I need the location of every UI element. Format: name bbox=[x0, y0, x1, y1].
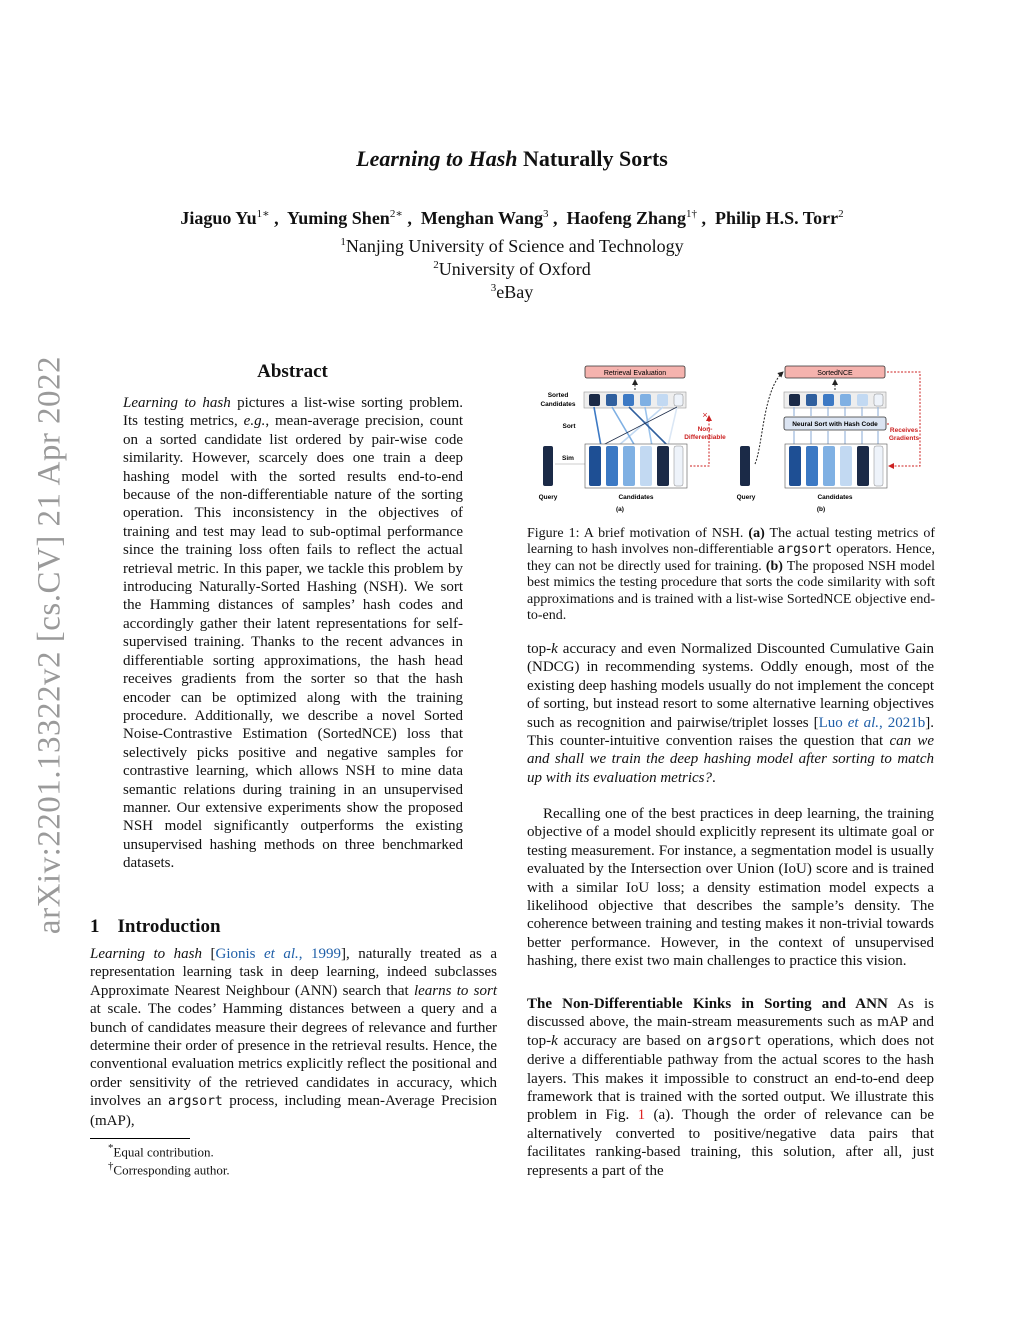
panel-a-label: (a) bbox=[616, 506, 624, 513]
candidate-code bbox=[657, 446, 669, 486]
query-label: Query bbox=[736, 494, 756, 501]
gradients-label: Gradients bbox=[888, 435, 920, 442]
author: Jiaguo $Yu^{1∗}$ bbox=[180, 208, 270, 228]
author-list: Jiaguo $Yu^{1∗}$ , Yuming Shen$^{2∗}$ , Menghan Wang$^3$ , Haofeng Zhang$^{1\dagger}$ , Philip H.S. Torr$^2$ bbox=[180, 208, 844, 228]
introduction-body: Learning to hash [Gionis et al., 1999], naturally treated as a representation learning task in deep learning, indeed subclasses Approximate Nearest Neighbour (ANN) search that learns to sort at scale. The codes’ Hamming distances between a query and a bunch of candidates measure their degrees of relevance and further determine their order of presence in the retrieval results. Hence, the conventional evaluation metrics explicitly reflect the positional and order sensitivity of the retrieved candidates in accuracy, which involves an argsort process, including mean-Average Precision (mAP), bbox=[90, 946, 498, 1129]
affiliation: $^2$University of Oxford bbox=[433, 259, 591, 279]
arxiv-identifier: arXiv:2201.13322v2 [cs.CV] 21 Apr 2022 bbox=[31, 355, 68, 935]
candidate-code bbox=[674, 446, 683, 486]
right-column-paragraph-2: Recalling one of the best practices in deep learning, the training objective of a model should explicitly represent its ultimate goal or testing measurement. For instance, a segmentation model is usually evaluated by the Intersection over Union (IoU) score and is trained with a similar IoU loss; a density estimation model expects a likelihood objective that describes the sample’s density. The coherence between training and testing makes it non-trivial towards better performance. However, in the context of unsupervised hashing, there exist two main challenges to practice this vision. bbox=[527, 806, 934, 970]
retrieval-evaluation-label: Retrieval Evaluation bbox=[603, 370, 667, 377]
citation-link[interactable]: Luo et al., 2021b bbox=[818, 714, 926, 731]
non-label: Non- bbox=[697, 426, 713, 433]
author: Philip H.S. Torr$^2$ bbox=[715, 208, 844, 228]
sortednce-label: SortedNCE bbox=[817, 370, 853, 377]
right-column-paragraph-1: top-k accuracy and even Normalized Discounted Cumulative Gain (NDCG) in recommending systems. Oddly enough, most of the existing deep hashing models usually do not implement the concept of sorting, but instead resort to some alternative learning objectives such as recognition and pairwise/triplet losses [Luo et al., 2021b]. This counter-intuitive convention raises the question that can we and shall we train the deep hashing model after sorting to match up with its evaluation metrics?. bbox=[527, 641, 935, 786]
query-label: Query bbox=[538, 494, 558, 501]
abstract-heading: Abstract bbox=[257, 361, 328, 382]
receives-label: Receives bbox=[889, 427, 919, 434]
panel-b-label: (b) bbox=[816, 506, 826, 513]
paper-title: Learning to Hash Naturally Sorts bbox=[356, 146, 668, 171]
sorted-candidates-label: Candidates bbox=[540, 401, 576, 408]
footnote: †Corresponding author. bbox=[108, 1160, 230, 1178]
citation-link[interactable]: Gionis et al., 1999 bbox=[215, 946, 341, 962]
sorted-candidate bbox=[589, 394, 600, 406]
author: Haofeng Zhang$^{1\dagger}$ bbox=[566, 208, 698, 228]
footnote: *Equal contribution. bbox=[108, 1142, 214, 1160]
candidate-code bbox=[623, 446, 635, 486]
affiliation: $^3$eBay bbox=[490, 282, 534, 302]
x-mark: × bbox=[702, 410, 708, 420]
differentiable-label: Differentiable bbox=[684, 434, 726, 441]
sorted-candidate bbox=[640, 394, 651, 406]
candidates-label: Candidates bbox=[618, 494, 654, 501]
sorted-candidate bbox=[606, 394, 617, 406]
author: Yuming Shen$^{2∗}$ bbox=[286, 208, 403, 228]
affiliation: $^1$Nanjing University of Science and Technology bbox=[340, 236, 684, 256]
sort-label: Sort bbox=[562, 423, 576, 430]
query-code bbox=[543, 446, 553, 486]
candidates-label: Candidates bbox=[817, 494, 853, 501]
candidate-code bbox=[640, 446, 652, 486]
sorted-label: Sorted bbox=[547, 392, 569, 399]
sim-label: Sim bbox=[562, 455, 574, 462]
neural-sort-label: Neural Sort with Hash Code bbox=[792, 421, 878, 428]
abstract-body: Learning to hash pictures a list-wise sorting problem. Its testing metrics, e.g., mean-average precision, count on a sorted candidate list ordered by pair-wise code similarity. However, scarcely does one train a deep hashing model with the sorted results end-to-end because of the non-differentiable nature of the sorting operation. This inconsistency in the objectives of training and test may lead to sub-optimal performance since the training loss often fails to reflect the actual retrieval metric. In this paper, we tackle this problem by introducing Naturally-Sorted Hashing (NSH). We sort the Hamming distances of samples’ hash codes and accordingly gather their latent representations for self-supervised training. Thanks to the recent advances in differentiable sorting approximations, the hash head receives gradients from the sorter so that the hash encoder can be optimized along with the training procedure. Additionally, we describe a novel Sorted Noise-Contrastive Estimation (SortedNCE) loss that selectively picks positive and negative samples for contrastive learning, which allows NSH to mine data semantic relations during training in an unsupervised manner. Our extensive experiments show the proposed NSH model significantly outperforms the existing unsupervised hashing methods on three benchmarked datasets. bbox=[123, 395, 463, 872]
sorted-candidate bbox=[657, 394, 668, 406]
sorted-candidate bbox=[623, 394, 634, 406]
figure-1-caption: Figure 1: A brief motivation of NSH. (a) The actual testing metrics of learning to hash involves non-differentiable argsort operators. Hence, they can not be directly used for training. (b) The proposed NSH model best mimics the testing procedure that sorts the code similarity with soft approximations and is trained with a list-wise SortedNCE objective end-to-end. bbox=[527, 526, 936, 624]
right-column-paragraph-3: The Non-Differentiable Kinks in Sorting and ANN As is discussed above, the main-stream measurements such as mAP and top-k accuracy are based on argsort operations, which does not derive a differentiable pathway from the actual scores to the hash layers. This makes it impossible to construct an end-to-end deep framework that is trained with the sorted output. We illustrate this problem in Fig. 1 (a). Though the order of relevance can be alternatively converted to positive/negative data pairs that facilitates ranking-based training, this solution, after all, just represents a part of the bbox=[527, 996, 935, 1179]
figure-reference-link[interactable]: 1 bbox=[637, 1107, 646, 1124]
figure-1-diagram bbox=[527, 360, 937, 518]
candidate-code bbox=[589, 446, 601, 486]
author: Menghan Wang$^3$ bbox=[420, 208, 549, 228]
sorted-candidate bbox=[674, 394, 683, 406]
candidate-code bbox=[606, 446, 618, 486]
footnote-rule bbox=[90, 1138, 190, 1139]
section-heading-introduction: 1 Introduction bbox=[90, 916, 221, 937]
